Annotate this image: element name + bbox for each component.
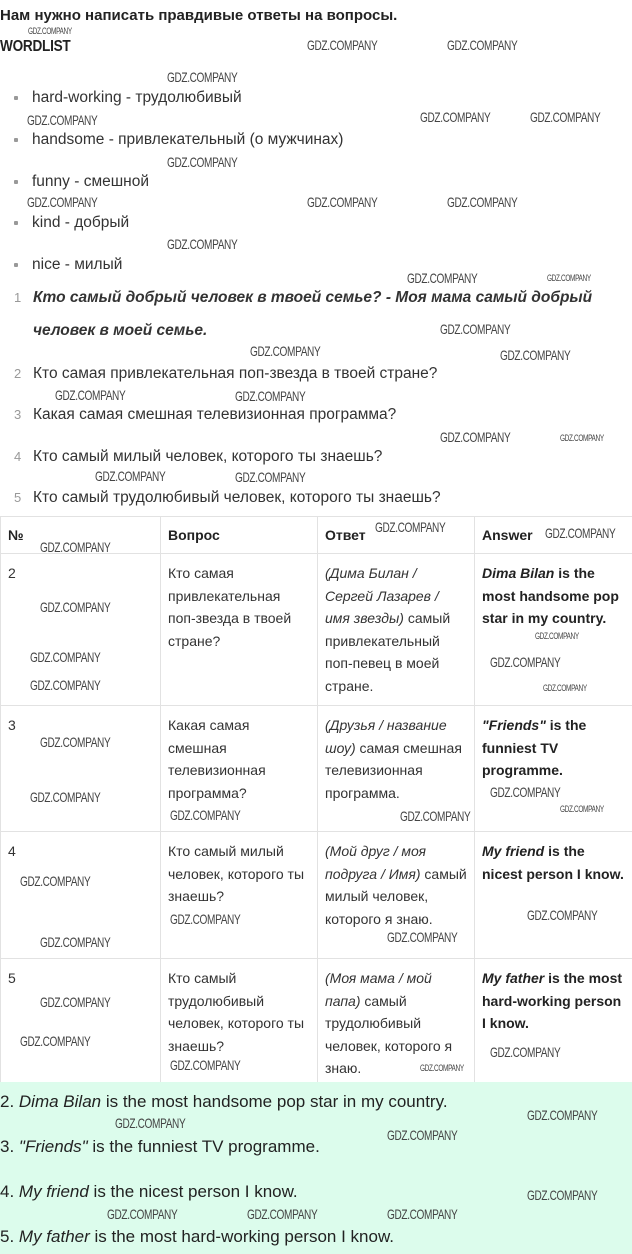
- table-row: [1, 959, 632, 1089]
- watermark: GDZ.COMPANY: [420, 1063, 464, 1073]
- watermark: GDZ.COMPANY: [535, 631, 579, 641]
- cell-question: Какая самая смешная телевизионная программа?: [161, 706, 318, 832]
- cell-answer-en: [475, 554, 632, 706]
- watermark: GDZ.COMPANY: [250, 343, 321, 359]
- watermark: GDZ.COMPANY: [30, 677, 101, 693]
- emphasis-text: (Мой друг / моя подруга / Имя): [325, 843, 426, 882]
- watermark: GDZ.COMPANY: [560, 804, 604, 814]
- watermark: GDZ.COMPANY: [547, 273, 591, 283]
- watermark: GDZ.COMPANY: [420, 109, 491, 125]
- watermark: GDZ.COMPANY: [490, 654, 561, 670]
- text: is the nicest person I know.: [482, 843, 624, 882]
- watermark: GDZ.COMPANY: [447, 194, 518, 210]
- emphasis-text: My friend: [482, 843, 545, 859]
- emphasis-text: My father: [18, 1227, 90, 1246]
- watermark: GDZ.COMPANY: [560, 433, 604, 443]
- watermark: GDZ.COMPANY: [30, 789, 101, 805]
- cell-number: 5: [1, 959, 161, 1089]
- wordlist-text: nice - милый: [32, 256, 123, 273]
- watermark: GDZ.COMPANY: [543, 683, 587, 693]
- wordlist-item: [14, 131, 343, 149]
- text: is the most handsome pop star in my country.: [482, 565, 619, 626]
- watermark: GDZ.COMPANY: [28, 26, 72, 36]
- cell-answer-en: [475, 832, 632, 959]
- header-answer-ru: Ответ: [318, 517, 475, 554]
- header-answer-en: Answer: [475, 517, 632, 554]
- text: самый милый человек, которого я знаю.: [325, 865, 467, 927]
- emphasis-text: (Моя мама / мой папа): [325, 970, 432, 1009]
- question-number: 4: [14, 449, 22, 464]
- watermark: GDZ.COMPANY: [115, 1115, 186, 1131]
- watermark: GDZ.COMPANY: [170, 1057, 241, 1073]
- cell-question: Кто самая привлекательная поп-звезда в твоей стране?: [161, 554, 318, 706]
- answers-section: [0, 1082, 632, 1254]
- watermark: GDZ.COMPANY: [400, 808, 471, 824]
- wordlist-item: [14, 214, 129, 232]
- watermark: GDZ.COMPANY: [40, 734, 111, 750]
- question-number: 5: [14, 490, 22, 505]
- cell-answer-ru: [318, 832, 475, 959]
- cell-answer-en: [475, 959, 632, 1089]
- wordlist-item: [14, 256, 122, 274]
- watermark: GDZ.COMPANY: [170, 911, 241, 927]
- question-number: 2: [14, 366, 22, 381]
- watermark: GDZ.COMPANY: [235, 469, 306, 485]
- wordlist-item: [14, 89, 242, 107]
- cell-number: 2: [1, 554, 161, 706]
- table-row: [1, 832, 632, 959]
- watermark: GDZ.COMPANY: [447, 37, 518, 53]
- question-text: человек в моей семье.: [33, 322, 208, 339]
- text: самый трудолюбивый человек, которого я знаю.: [325, 992, 453, 1076]
- answer-line: [0, 1227, 394, 1247]
- watermark: GDZ.COMPANY: [107, 1206, 178, 1222]
- answers-table: [0, 516, 632, 1089]
- watermark: GDZ.COMPANY: [407, 270, 478, 286]
- emphasis-text: Dima Bilan: [18, 1092, 102, 1111]
- question-text: Кто самая привлекательная поп-звезда в твоей стране?: [33, 365, 438, 382]
- question-text: Какая самая смешная телевизионная программа?: [33, 406, 397, 423]
- wordlist-text: funny - смешной: [32, 173, 149, 190]
- watermark: GDZ.COMPANY: [95, 468, 166, 484]
- cell-answer-en: [475, 706, 632, 832]
- watermark: GDZ.COMPANY: [387, 1127, 458, 1143]
- question-item-continued: [33, 322, 207, 340]
- watermark: GDZ.COMPANY: [527, 1187, 598, 1203]
- watermark: GDZ.COMPANY: [527, 1107, 598, 1123]
- text: is the most handsome pop star in my country.: [101, 1092, 448, 1111]
- text: is the funniest TV programme.: [482, 717, 587, 778]
- watermark: GDZ.COMPANY: [375, 519, 446, 535]
- text: 4.: [0, 1182, 19, 1201]
- question-number: 1: [14, 290, 22, 305]
- watermark: GDZ.COMPANY: [27, 112, 98, 128]
- watermark: GDZ.COMPANY: [387, 929, 458, 945]
- cell-question: Кто самый милый человек, которого ты знаешь?: [161, 832, 318, 959]
- watermark: GDZ.COMPANY: [40, 994, 111, 1010]
- watermark: GDZ.COMPANY: [440, 429, 511, 445]
- emphasis-text: (Друзья / название шоу): [325, 717, 447, 756]
- question-item: [14, 406, 396, 424]
- watermark: GDZ.COMPANY: [20, 873, 91, 889]
- watermark: GDZ.COMPANY: [167, 154, 238, 170]
- watermark: GDZ.COMPANY: [170, 807, 241, 823]
- watermark: GDZ.COMPANY: [440, 321, 511, 337]
- watermark: GDZ.COMPANY: [490, 784, 561, 800]
- watermark: GDZ.COMPANY: [30, 649, 101, 665]
- cell-number: 3: [1, 706, 161, 832]
- question-text: Кто самый трудолюбивый человек, которого ты знаешь?: [33, 489, 441, 506]
- text: 3.: [0, 1137, 19, 1156]
- table-row: [1, 706, 632, 832]
- cell-number: 4: [1, 832, 161, 959]
- cell-answer-ru: [318, 554, 475, 706]
- wordlist-heading: WORDLIST: [0, 38, 71, 55]
- watermark: GDZ.COMPANY: [247, 1206, 318, 1222]
- watermark: GDZ.COMPANY: [20, 1033, 91, 1049]
- text: is the nicest person I know.: [88, 1182, 298, 1201]
- table-header-row: [1, 517, 632, 554]
- watermark: GDZ.COMPANY: [167, 236, 238, 252]
- watermark: GDZ.COMPANY: [55, 387, 126, 403]
- question-text: Кто самый милый человек, которого ты знаешь?: [33, 448, 383, 465]
- emphasis-text: (Дима Билан / Сергей Лазарев / имя звезды): [325, 565, 439, 626]
- text: is the funniest TV programme.: [87, 1137, 320, 1156]
- watermark: GDZ.COMPANY: [545, 525, 616, 541]
- bullet-icon: [14, 138, 18, 142]
- text: is the most hard-working person I know.: [482, 970, 623, 1031]
- watermark: GDZ.COMPANY: [490, 1044, 561, 1060]
- bullet-icon: [14, 96, 18, 100]
- watermark: GDZ.COMPANY: [27, 194, 98, 210]
- watermark: GDZ.COMPANY: [235, 388, 306, 404]
- watermark: GDZ.COMPANY: [167, 69, 238, 85]
- emphasis-text: Dima Bilan: [482, 565, 555, 581]
- watermark: GDZ.COMPANY: [40, 934, 111, 950]
- watermark: GDZ.COMPANY: [387, 1206, 458, 1222]
- answer-line: [0, 1092, 448, 1112]
- question-item: [14, 489, 441, 507]
- emphasis-text: "Friends": [18, 1137, 88, 1156]
- emphasis-text: "Friends": [482, 717, 546, 733]
- cell-question: Кто самый трудолюбивый человек, которого ты знаешь?: [161, 959, 318, 1089]
- question-item: [14, 289, 592, 307]
- watermark: GDZ.COMPANY: [500, 347, 571, 363]
- bullet-icon: [14, 263, 18, 267]
- watermark: GDZ.COMPANY: [307, 37, 378, 53]
- wordlist-text: hard-working - трудолюбивый: [32, 89, 242, 106]
- cell-answer-ru: [318, 959, 475, 1089]
- emphasis-text: My friend: [18, 1182, 89, 1201]
- emphasis-text: My father: [482, 970, 545, 986]
- text: самый привлекательный поп-певец в моей стране.: [325, 610, 451, 694]
- header-question: Вопрос: [161, 517, 318, 554]
- watermark: GDZ.COMPANY: [530, 109, 601, 125]
- question-item: [14, 448, 382, 466]
- watermark: GDZ.COMPANY: [40, 539, 111, 555]
- table-row: [1, 554, 632, 706]
- cell-answer-ru: [318, 706, 475, 832]
- wordlist-text: handsome - привлекательный (о мужчинах): [32, 131, 344, 148]
- watermark: GDZ.COMPANY: [40, 599, 111, 615]
- question-number: 3: [14, 407, 22, 422]
- wordlist-text: kind - добрый: [32, 214, 130, 231]
- answer-line: [0, 1137, 320, 1157]
- wordlist-item: [14, 173, 149, 191]
- page-title: Нам нужно написать правдивые ответы на вопросы.: [0, 7, 398, 24]
- watermark: GDZ.COMPANY: [527, 907, 598, 923]
- bullet-icon: [14, 180, 18, 184]
- bullet-icon: [14, 221, 18, 225]
- text: 2.: [0, 1092, 19, 1111]
- watermark: GDZ.COMPANY: [307, 194, 378, 210]
- text: is the most hard-working person I know.: [89, 1227, 395, 1246]
- answer-line: [0, 1182, 298, 1202]
- question-text: Кто самый добрый человек в твоей семье? - Моя мама самый добрый: [33, 289, 593, 306]
- header-number: №: [1, 517, 161, 554]
- question-item: [14, 365, 437, 383]
- text: самая смешная телевизионная программа.: [325, 739, 462, 801]
- text: 5.: [0, 1227, 19, 1246]
